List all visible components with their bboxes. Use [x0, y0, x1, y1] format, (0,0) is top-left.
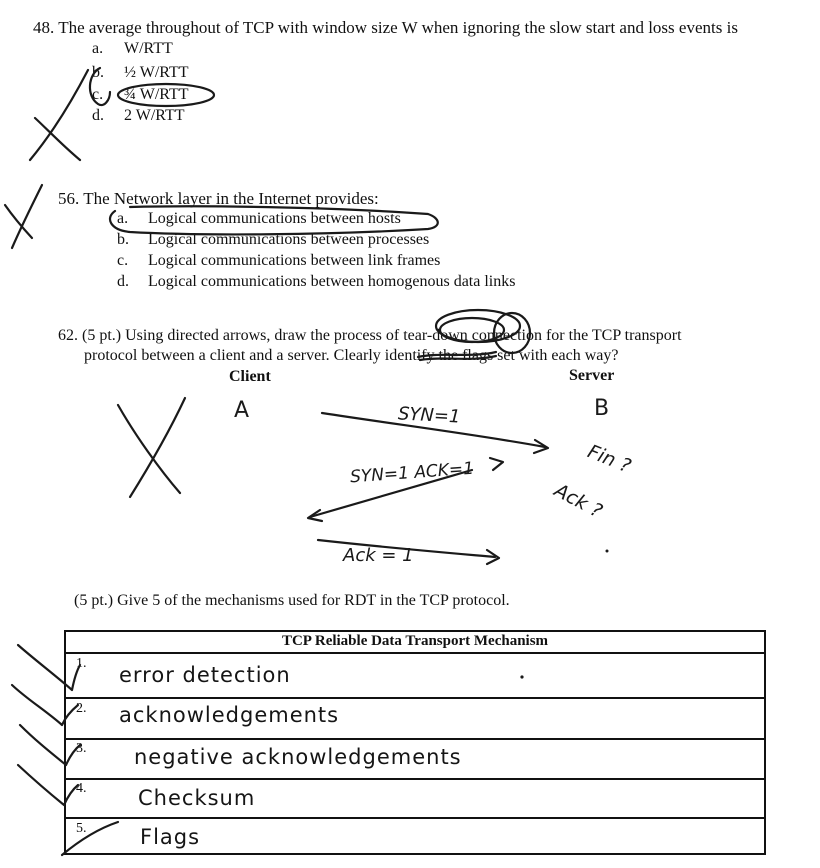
table-row-divider [64, 817, 766, 819]
row-2-answer: acknowledgements [119, 703, 340, 727]
table-right-border [764, 630, 766, 855]
q48-option-b-text: ½ W/RTT [124, 64, 189, 81]
q56-option-a-letter: a. [117, 210, 129, 227]
table-row-divider [64, 738, 766, 740]
q48-option-c-letter: c. [92, 86, 104, 103]
q48-cross-stroke [30, 70, 88, 160]
q48-option-c-text: ¾ W/RTT [124, 86, 189, 103]
q56-option-b-letter: b. [117, 231, 129, 248]
q56-cross-stroke [5, 205, 32, 238]
table-header: TCP Reliable Data Transport Mechanism [281, 633, 549, 649]
hand-client-letter: A [234, 398, 250, 423]
hand-arrow1-label: SYN=1 [397, 403, 461, 428]
hand-note-ack: Ack ? [550, 479, 606, 523]
q62-question-line2: protocol between a client and a server. Clearly identify the flags set with each way? [84, 347, 619, 364]
q56-option-a-text: Logical communications between hosts [148, 210, 401, 227]
q56-option-b-text: Logical communications between processes [148, 231, 430, 248]
pen-dot [606, 550, 609, 553]
hand-arrow2-label: SYN=1 ACK=1 [349, 458, 475, 488]
q56-option-d-letter: d. [117, 273, 129, 290]
q48-option-d-letter: d. [92, 107, 104, 124]
hand-arrow-3-head [487, 550, 499, 564]
q48-cross-stroke [35, 118, 80, 160]
row-4-answer: Checksum [138, 786, 256, 810]
row-3-number: 3. [76, 741, 87, 756]
q62-question-line1: 62. (5 pt.) Using directed arrows, draw the process of tear-down connection for the TCP transport [58, 327, 682, 344]
q48-question: 48. The average throughout of TCP with window size W when ignoring the slow start and loss events is [33, 18, 738, 37]
table-header-border [64, 652, 766, 654]
q56-option-d-text: Logical communications between homogenous data links [148, 273, 516, 290]
row-5-number: 5. [76, 821, 87, 836]
table-row-divider [64, 778, 766, 780]
pen-dot [520, 675, 523, 678]
table-top-border [64, 630, 766, 632]
table-row-divider [64, 697, 766, 699]
hand-arrow-2-head [308, 510, 322, 521]
hand-arrow-1-head [534, 440, 548, 453]
q48-option-a-text: W/RTT [124, 40, 173, 57]
check-mark-3 [20, 725, 80, 765]
q56-question: 56. The Network layer in the Internet provides: [58, 189, 379, 208]
hand-server-letter: B [594, 396, 610, 421]
check-mark-2 [12, 685, 78, 725]
row-5-answer: Flags [140, 825, 201, 849]
q48-option-d-text: 2 W/RTT [124, 107, 185, 124]
row-1-answer: error detection [119, 663, 291, 687]
row-4-number: 4. [76, 781, 87, 796]
hand-arrow-2-mark [490, 458, 503, 470]
q48-option-a-letter: a. [92, 40, 104, 57]
q56-cross-stroke [12, 185, 42, 248]
q48-option-b-letter: b. [92, 64, 104, 81]
server-label: Server [569, 367, 615, 384]
q56-option-c-letter: c. [117, 252, 129, 269]
check-mark-5 [62, 822, 118, 855]
q62-cross-stroke [118, 405, 180, 493]
row-3-answer: negative acknowledgements [134, 745, 462, 769]
q62-cross-stroke [130, 398, 185, 497]
q56-option-c-text: Logical communications between link frames [148, 252, 441, 269]
hand-note-fin: Fin ? [584, 440, 634, 478]
table-left-border [64, 630, 66, 855]
rdt-prompt: (5 pt.) Give 5 of the mechanisms used for RDT in the TCP protocol. [74, 592, 510, 609]
row-2-number: 2. [76, 701, 87, 716]
client-label: Client [229, 368, 271, 385]
row-1-number: 1. [76, 656, 87, 671]
hand-arrow3-label: Ack = 1 [343, 545, 414, 566]
check-mark-4 [18, 765, 78, 805]
table-bottom-border [64, 853, 766, 855]
